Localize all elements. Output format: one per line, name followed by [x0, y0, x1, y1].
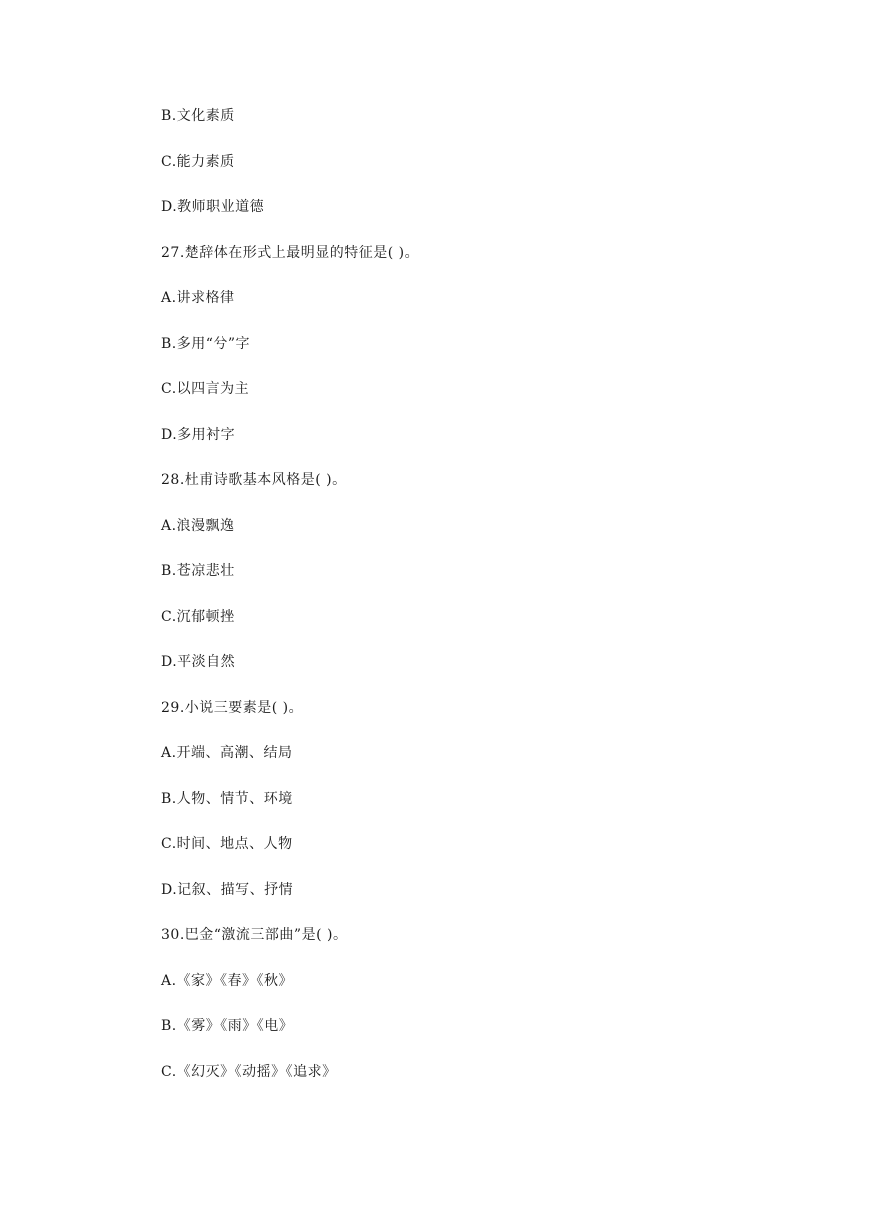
- option-29-d: D.记叙、描写、抒情: [161, 882, 294, 898]
- option-29-c: C.时间、地点、人物: [161, 836, 293, 852]
- option-29-b: B.人物、情节、环境: [161, 791, 293, 807]
- question-27: 27.楚辞体在形式上最明显的特征是( )。: [161, 245, 420, 261]
- question-29: 29.小说三要素是( )。: [161, 700, 304, 716]
- option-27-c: C.以四言为主: [161, 381, 250, 397]
- option-28-d: D.平淡自然: [161, 654, 236, 670]
- option-27-a: A.讲求格律: [161, 290, 235, 306]
- option-30-a: A.《家》《春》《秋》: [161, 973, 294, 989]
- option-26-c: C.能力素质: [161, 154, 235, 170]
- option-26-d: D.教师职业道德: [161, 199, 265, 215]
- option-27-d: D.多用衬字: [161, 427, 236, 443]
- option-30-b: B.《雾》《雨》《电》: [161, 1018, 294, 1034]
- option-28-c: C.沉郁顿挫: [161, 609, 235, 625]
- option-26-b: B.文化素质: [161, 108, 235, 124]
- option-27-b: B.多用“兮”字: [161, 336, 251, 352]
- option-30-c: C.《幻灭》《动摇》《追求》: [161, 1064, 337, 1080]
- option-29-a: A.开端、高潮、结局: [161, 745, 293, 761]
- question-28: 28.杜甫诗歌基本风格是( )。: [161, 472, 347, 488]
- question-30: 30.巴金“激流三部曲”是( )。: [161, 927, 348, 943]
- option-28-b: B.苍凉悲壮: [161, 563, 235, 579]
- option-28-a: A.浪漫飘逸: [161, 518, 235, 534]
